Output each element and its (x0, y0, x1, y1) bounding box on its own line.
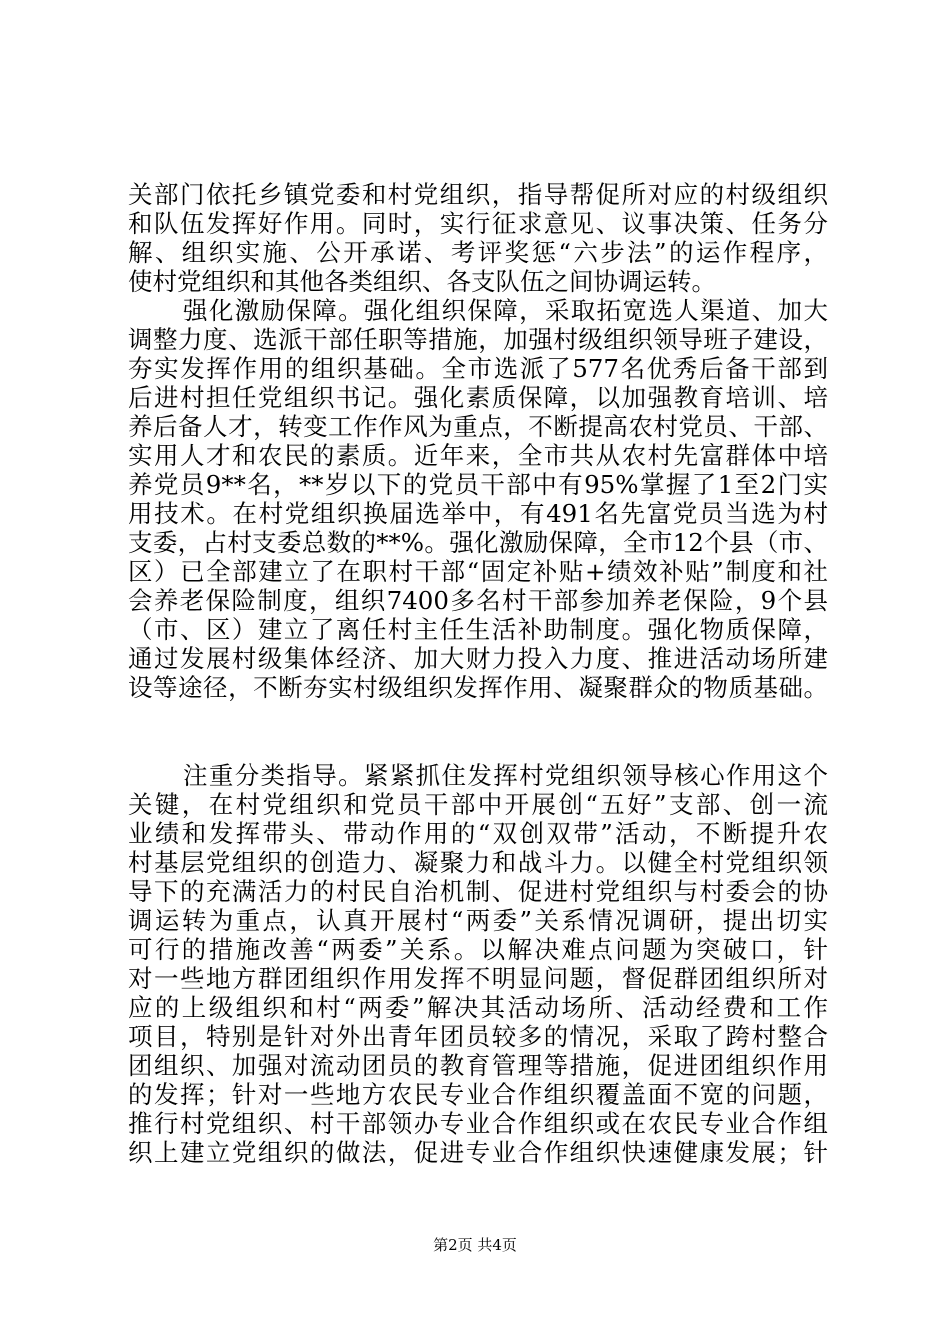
text-line: 关键，在村党组织和党员干部中开展创“五好”支部、创一流 (128, 790, 828, 819)
text-line: 项目，特别是针对外出青年团员较多的情况，采取了跨村整合 (128, 1022, 828, 1051)
text-line: 推行村党组织、村干部领办专业合作组织或在农民专业合作组 (128, 1109, 828, 1138)
text-line: 强化激励保障。强化组织保障，采取拓宽选人渠道、加大 (183, 296, 828, 325)
text-line: 可行的措施改善“两委”关系。以解决难点问题为突破口，针 (128, 935, 828, 964)
text-line: 使村党组织和其他各类组织、各支队伍之间协调运转。 (128, 267, 716, 296)
text-line: 会养老保险制度，组织7400多名村干部参加养老保险，9个县 (128, 586, 828, 615)
text-line: 导下的充满活力的村民自治机制、促进村党组织与村委会的协 (128, 877, 828, 906)
paragraph-incentive-guarantee (128, 296, 828, 702)
text-line: 养党员9**名，**岁以下的党员干部中有95%掌握了1至2门实 (128, 470, 828, 499)
text-line: 团组织、加强对流动团员的教育管理等措施，促进团组织作用 (128, 1051, 828, 1080)
text-line: 调整力度、选派干部任职等措施，加强村级组织领导班子建设， (128, 325, 828, 354)
text-line: 设等途径，不断夯实村级组织发挥作用、凝聚群众的物质基础。 (128, 673, 828, 702)
text-line: （市、区）建立了离任村主任生活补助制度。强化物质保障， (128, 615, 828, 644)
text-line: 通过发展村级集体经济、加大财力投入力度、推进活动场所建 (128, 644, 828, 673)
text-line: 解、组织实施、公开承诺、考评奖惩“六步法”的运作程序， (128, 238, 828, 267)
text-line: 养后备人才，转变工作作风为重点，不断提高农村党员、干部、 (128, 412, 828, 441)
paragraph-continuation (128, 180, 828, 296)
paragraph-classified-guidance (128, 761, 828, 1167)
text-line: 业绩和发挥带头、带动作用的“双创双带”活动，不断提升农 (128, 819, 828, 848)
text-line: 村基层党组织的创造力、凝聚力和战斗力。以健全村党组织领 (128, 848, 828, 877)
page-number-footer: 第2页 共4页 (433, 1236, 517, 1254)
text-line: 区）已全部建立了在职村干部“固定补贴+绩效补贴”制度和社 (128, 557, 828, 586)
text-line: 应的上级组织和村“两委”解决其活动场所、活动经费和工作 (128, 993, 828, 1022)
text-line: 关部门依托乡镇党委和村党组织，指导帮促所对应的村级组织 (128, 180, 828, 209)
text-line: 注重分类指导。紧紧抓住发挥村党组织领导核心作用这个 (183, 761, 828, 790)
text-line: 支委，占村支委总数的**%。强化激励保障，全市12个县（市、 (128, 528, 828, 557)
text-line: 对一些地方群团组织作用发挥不明显问题，督促群团组织所对 (128, 964, 828, 993)
text-line: 和队伍发挥好作用。同时，实行征求意见、议事决策、任务分 (128, 209, 828, 238)
text-line: 夯实发挥作用的组织基础。全市选派了577名优秀后备干部到 (128, 354, 828, 383)
text-line: 用技术。在村党组织换届选举中，有491名先富党员当选为村 (128, 499, 828, 528)
text-line: 后进村担任党组织书记。强化素质保障，以加强教育培训、培 (128, 383, 828, 412)
text-line: 调运转为重点，认真开展村“两委”关系情况调研，提出切实 (128, 906, 828, 935)
text-line: 实用人才和农民的素质。近年来，全市共从农村先富群体中培 (128, 441, 828, 470)
text-line: 的发挥；针对一些地方农民专业合作组织覆盖面不宽的问题， (128, 1080, 828, 1109)
text-line: 织上建立党组织的做法，促进专业合作组织快速健康发展；针 (128, 1138, 828, 1167)
